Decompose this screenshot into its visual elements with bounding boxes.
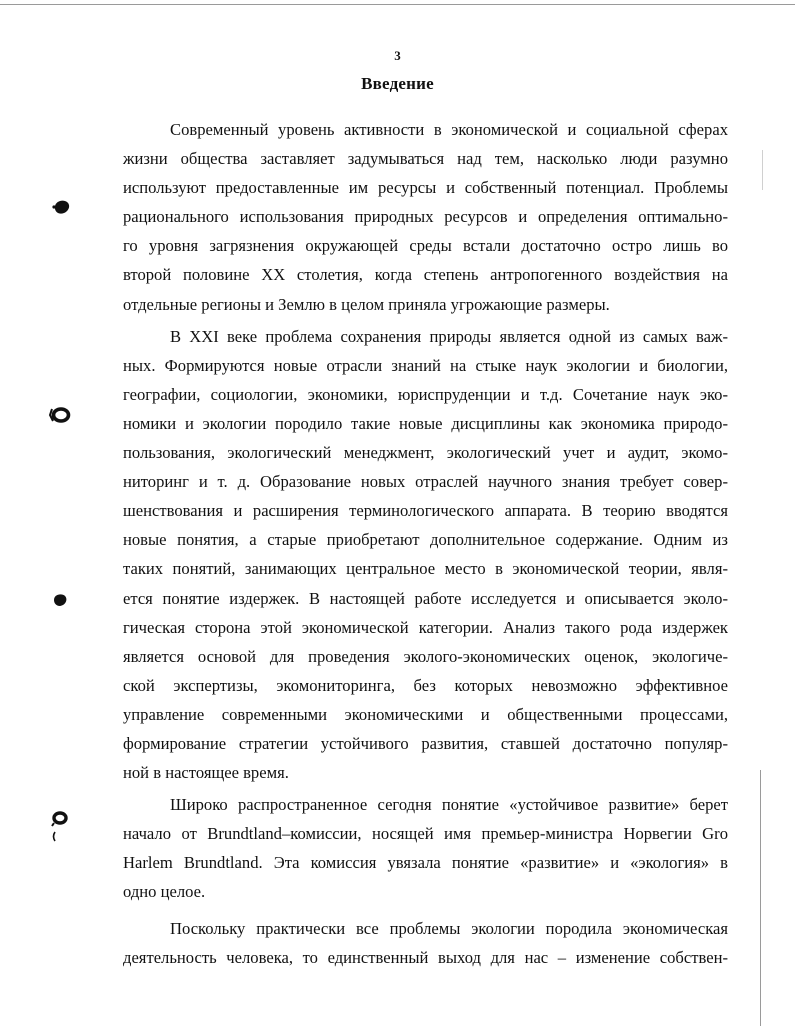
text-line: В XXI веке проблема сохранения природы является одной из самых важ- <box>170 326 728 346</box>
text-line: является основой для проведения эколого-экономических оценок, экологиче- <box>123 646 728 666</box>
text-line: го уровня загрязнения окружающей среды встали достаточно остро лишь во <box>123 236 728 256</box>
text-line: Широко распространенное сегодня понятие «устойчивое развитие» берет <box>170 795 728 815</box>
paragraph <box>123 790 728 906</box>
text-line: шенствования и расширения терминологического аппарата. В теорию вводятся <box>123 501 728 521</box>
text-line: ется понятие издержек. В настоящей работе исследуется и описывается эколо- <box>123 588 728 608</box>
text-line: второй половине XX столетия, когда степень антропогенного воздействия на <box>123 265 728 285</box>
scan-right-edge-upper <box>762 150 763 190</box>
text-line: Harlem Brundtland. Эта комиссия увязала понятие «развитие» и «экология» в <box>123 853 728 873</box>
text-line: ской экспертизы, экомониторинга, без которых невозможно эффективное <box>123 675 728 695</box>
text-line: Поскольку практически все проблемы экологии породила экономическая <box>170 918 728 938</box>
body-text <box>123 115 728 972</box>
text-line: пользования, экологический менеджмент, экологический учет и аудит, экомо- <box>123 443 728 463</box>
text-line: новые понятия, а старые приобретают дополнительное содержание. Одним из <box>123 530 728 550</box>
paragraph <box>123 115 728 319</box>
text-line: жизни общества заставляет задумываться над тем, насколько люди разумно <box>123 149 728 169</box>
punch-hole-mark <box>50 591 70 609</box>
text-line: таких понятий, занимающих центральное место в экономической теории, явля- <box>123 559 728 579</box>
scan-right-edge <box>760 770 761 1026</box>
text-line: гическая сторона этой экономической категории. Анализ такого рода издержек <box>123 617 728 637</box>
section-heading: Введение <box>361 74 434 93</box>
text-line: деятельность человека, то единственный выход для нас – изменение собствен- <box>123 947 728 967</box>
text-line: географии, социологии, экономики, юриспруденции и т.д. Сочетание наук эко- <box>123 384 728 404</box>
text-line: формирование стратегии устойчивого развития, ставшей достаточно популяр- <box>123 733 728 753</box>
paragraph <box>123 914 728 972</box>
punch-hole-mark <box>47 405 71 425</box>
paragraph <box>123 322 728 788</box>
text-line: номики и экологии породило такие новые дисциплины как экономика природо- <box>123 413 728 433</box>
text-line: ной в настоящее время. <box>123 763 289 783</box>
text-line: используют предоставленные им ресурсы и собственный потенциал. Проблемы <box>123 178 728 198</box>
text-line: одно целое. <box>123 882 206 902</box>
scan-top-edge <box>0 4 795 5</box>
text-line: Современный уровень активности в экономической и социальной сферах <box>170 120 728 139</box>
text-line: начало от Brundtland–комиссии, носящей имя премьер-министра Норвегии Gro <box>123 824 728 844</box>
paragraph-gap <box>123 907 728 914</box>
text-line: ных. Формируются новые отрасли знаний на стыке наук экологии и биологии, <box>123 355 728 375</box>
text-line: управление современными экономическими и общественными процессами, <box>123 704 728 724</box>
text-line: рационального использования природных ресурсов и определения оптимально- <box>123 207 728 227</box>
text-line: отдельные регионы и Землю в целом приняла угрожающие размеры. <box>123 294 610 314</box>
page-number: 3 <box>394 48 401 63</box>
punch-hole-mark <box>52 198 72 216</box>
punch-hole-mark <box>48 808 70 844</box>
text-line: ниторинг и т. д. Образование новых отраслей научного знания требует совер- <box>123 472 728 492</box>
